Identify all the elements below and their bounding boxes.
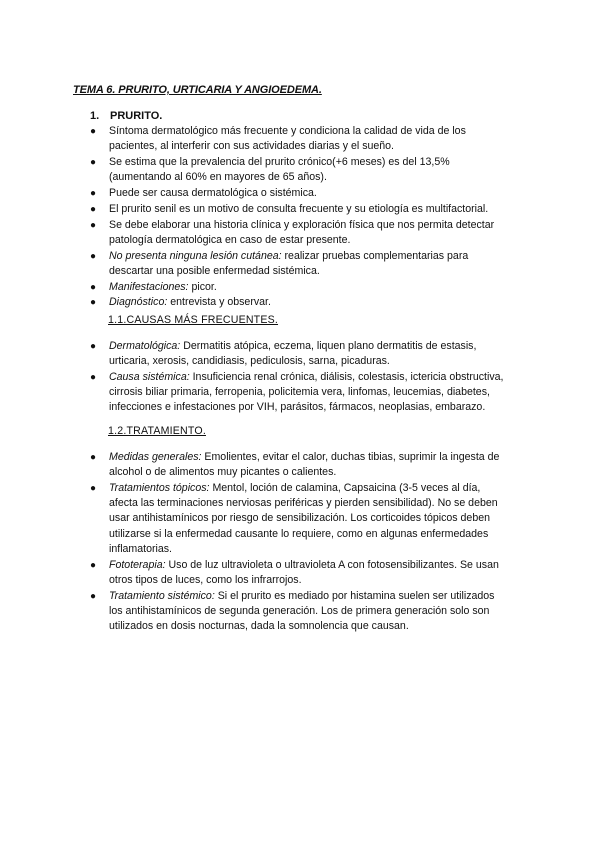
list-item-text: Se debe elaborar una historia clínica y exploración física que nos permita detectar patología dermatológica en caso de estar presente.	[109, 218, 495, 246]
bullet-icon: ●	[90, 126, 97, 137]
list-item-text: Uso de luz ultravioleta o ultravioleta A con fotosensibilizantes. Se usan otros tipos de luces, como los infrarrojos.	[109, 558, 499, 586]
list-item-label: Diagnóstico:	[109, 296, 168, 309]
bullet-icon: ●	[90, 281, 97, 293]
list-item-label: Tratamiento sistémico:	[109, 589, 215, 602]
bullet-icon: ●	[90, 590, 97, 602]
list-item-text: Dermatitis atópica, eczema, liquen plano dermatitis de estasis, urticaria, xerosis, candidiasis, pediculosis, sarna, picaduras.	[109, 340, 477, 368]
list-item	[90, 186, 510, 201]
list-item-label: No presenta ninguna lesión cutánea:	[109, 249, 282, 262]
list-item-label: Medidas generales:	[109, 451, 202, 463]
list-item	[90, 155, 510, 185]
bullet-icon: ●	[90, 452, 97, 463]
list-item-text: picor.	[188, 280, 217, 293]
bullet-icon: ●	[90, 559, 97, 571]
list-item-text: Si el prurito es mediado por histamina suelen ser utilizados los antihistamínicos de segunda generación. Los de primera generación solo son utilizados en dosis nocturnas, dada la somnolencia que causan.	[109, 589, 495, 633]
list-item	[90, 124, 510, 154]
list-item-text: entrevista y observar.	[167, 296, 271, 309]
list-item-text: El prurito senil es un motivo de consulta frecuente y su etiología es multifactorial.	[109, 202, 489, 215]
list-item-label: Fototerapia:	[109, 558, 166, 571]
bullet-icon: ●	[90, 297, 97, 309]
causas-bullet-list	[90, 339, 510, 416]
list-item	[90, 339, 510, 369]
list-item	[90, 481, 510, 557]
list-item	[90, 218, 510, 248]
list-item-label: Tratamientos tópicos:	[109, 482, 210, 494]
list-item	[90, 202, 510, 217]
list-item	[90, 249, 510, 279]
list-item-text: Mentol, loción de calamina, Capsaicina (3-5 veces al día, afecta las terminaciones nerviosas periféricas y pierden sensibilidad). No se deben usar antihistamínicos por riesgo de sensibilización. Los corticoides tópicos deben utilizarse si la enfermedad causante lo requiere, como en algunas enfermedades inflamatorias.	[109, 482, 498, 555]
document-title: TEMA 6. PRURITO, URTICARIA Y ANGIOEDEMA.	[73, 84, 322, 96]
bullet-icon: ●	[90, 157, 97, 168]
list-item-text: Insuficiencia renal crónica, diálisis, colestasis, ictericia obstructiva, cirrosis biliar primaria, ferropenia, policitemia vera, linfomas, leucemias, diabetes, infecciones e infestaciones por VIH, parásitos, fármacos, neoplasias, embarazo.	[109, 371, 504, 414]
list-item-text: Puede ser causa dermatológica o sistémica.	[109, 187, 317, 199]
section-heading-prurito	[90, 110, 162, 122]
list-item-text: Se estima que la prevalencia del prurito crónico(+6 meses) es del 13,5% (aumentando al 60% en mayores de 65 años).	[109, 156, 450, 184]
bullet-icon: ●	[90, 250, 97, 262]
list-item	[90, 295, 510, 310]
section-title: PRURITO.	[110, 110, 163, 122]
tratamiento-bullet-list	[90, 450, 510, 635]
bullet-icon: ●	[90, 188, 97, 199]
bullet-icon: ●	[90, 219, 97, 231]
list-item	[90, 589, 510, 635]
list-item-text: Síntoma dermatológico más frecuente y condiciona la calidad de vida de los pacientes, al interferir con sus actividades diarias y el sueño.	[109, 125, 466, 153]
list-item-label: Manifestaciones:	[109, 280, 189, 293]
list-item-label: Causa sistémica:	[109, 371, 190, 383]
list-item-label: Dermatológica:	[109, 340, 181, 352]
list-item	[90, 558, 510, 588]
section-number: 1.	[90, 110, 100, 122]
list-item-text: Emolientes, evitar el calor, duchas tibias, suprimir la ingesta de alcohol o de alimentos muy picantes o calientes.	[109, 451, 500, 479]
subsection-heading-causas: 1.1.CAUSAS MÁS FRECUENTES.	[108, 314, 279, 326]
prurito-bullet-list	[90, 124, 510, 311]
bullet-icon: ●	[90, 203, 97, 215]
list-item	[90, 450, 510, 480]
bullet-icon: ●	[90, 341, 97, 352]
list-item	[90, 280, 510, 295]
list-item-text: realizar pruebas complementarias para descartar una posible enfermedad sistémica.	[109, 249, 469, 277]
bullet-icon: ●	[90, 483, 97, 494]
bullet-icon: ●	[90, 372, 97, 383]
subsection-heading-tratamiento: 1.2.TRATAMIENTO.	[108, 425, 206, 437]
list-item	[90, 370, 510, 416]
